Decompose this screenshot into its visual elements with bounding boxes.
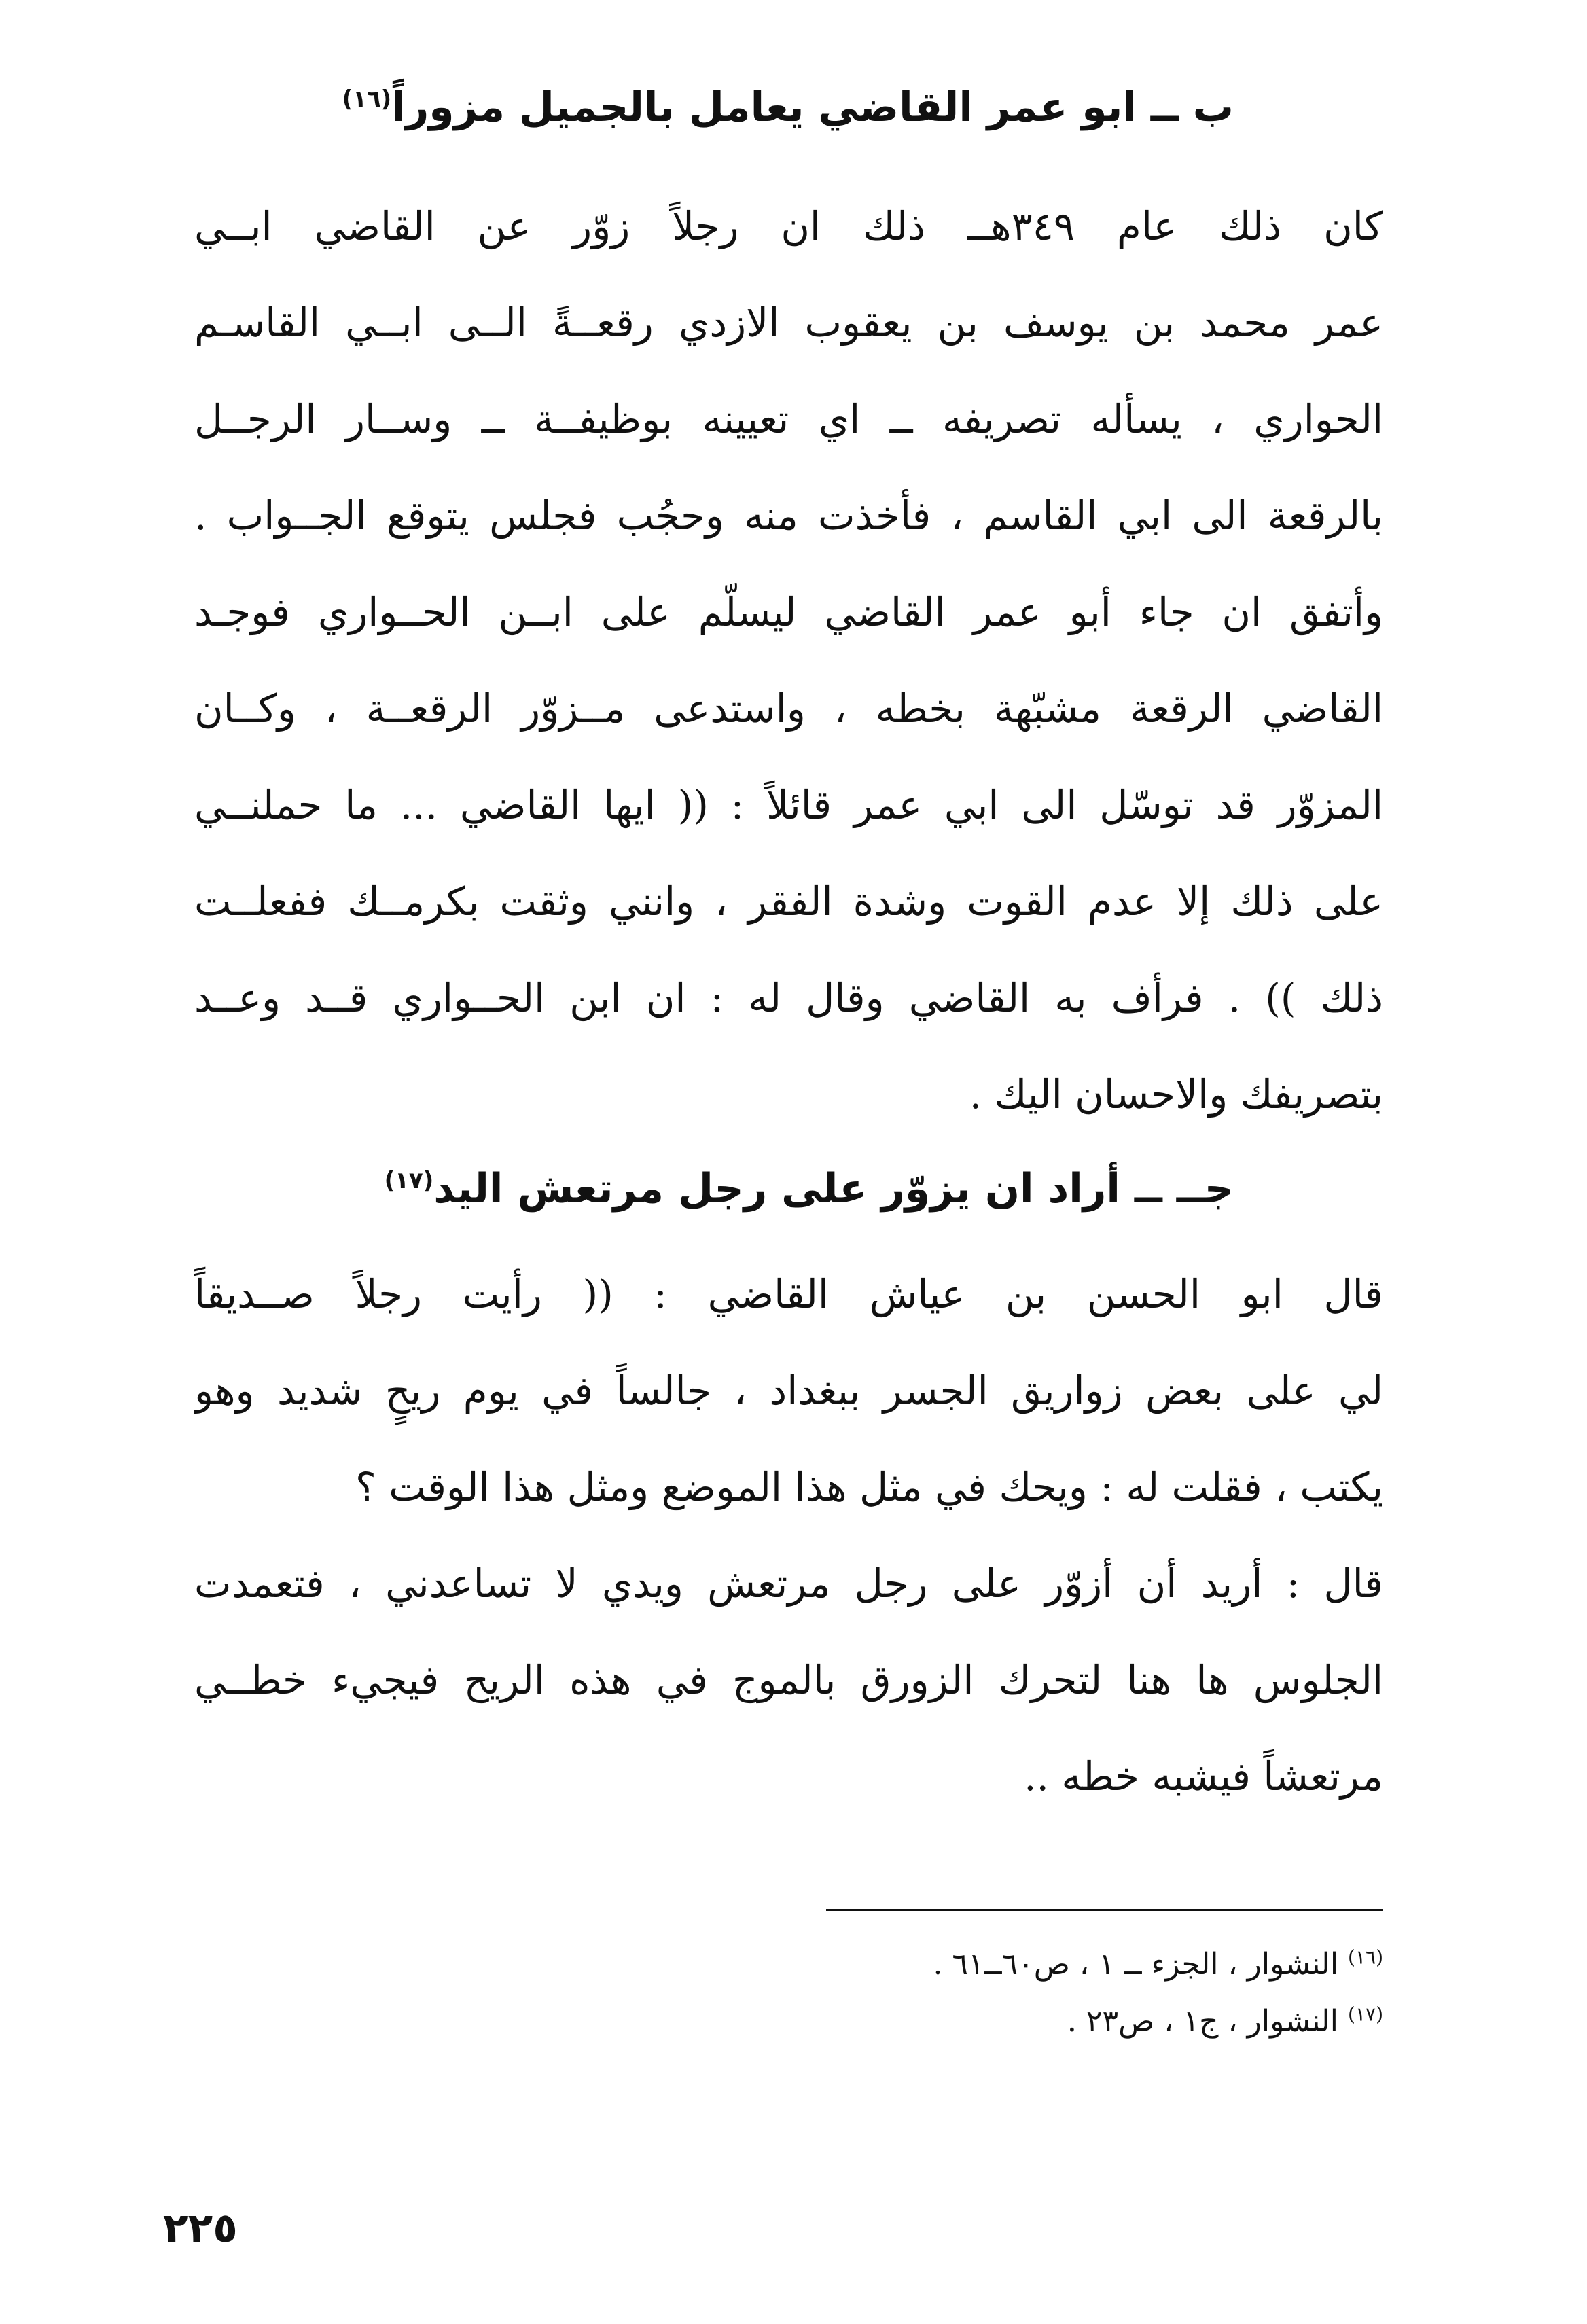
body-line: ذلك )) . فرأف به القاضي وقال له : ان ابن الحــواري قــد وعــد [194,975,1383,1021]
body-line: كان ذلك عام ٣٤٩هــ ذلك ان رجلاً زوّر عن القاضي ابــي [194,203,1383,249]
body-line: قال : أريد أن أزوّر على رجل مرتعش ويدي لا تساعدني ، فتعمدت [194,1560,1383,1607]
body-line: قال ابو الحسن بن عياش القاضي : (( رأيت رجلاً صــديقاً [194,1271,1383,1317]
body-line: عمر محمد بن يوسف بن يعقوب الازدي رقعــةً الــى ابــي القاسـم [194,300,1383,346]
body-line: الجلوس ها هنا لتحرك الزورق بالموج في هذه الريح فيجيء خطــي [194,1657,1383,1703]
footnote-marker: (١٧) [1348,2003,1383,2026]
body-line: يكتب ، فقلت له : ويحك في مثل هذا الموضع ومثل هذا الوقت ؟ [355,1464,1383,1510]
footnote-item [432,1936,1383,1993]
section-b-title: ب ــ ابو عمر القاضي يعامل بالجميل مزوراً [391,84,1234,131]
page-number: ٢٢٥ [163,2204,238,2252]
body-line: الحواري ، يسأله تصريفه ــ اي تعيينه بوظيفــة ــ وســار الرجــل [194,396,1383,442]
body-line: لي على بعض زواريق الجسر ببغداد ، جالساً في يوم ريحٍ شديد وهو [194,1367,1383,1414]
footnote-text: النشوار ، الجزء ــ ١ ، ص٦٠ــ٦١ . [933,1947,1339,1982]
footnotes [432,1936,1383,2050]
footnote-item [432,1993,1383,2050]
section-b-heading [147,80,1234,135]
section-b-body [194,178,1383,1143]
body-line: على ذلك إلا عدم القوت وشدة الفقر ، وانني وثقت بكرمــك ففعلــت [194,878,1383,925]
footnote-marker: (١٦) [1348,1946,1383,1969]
body-line: المزوّر قد توسّل الى ابي عمر قائلاً : (( ايها القاضي ... ما حملنــي [194,782,1383,828]
section-b-footnote-ref: (١٦) [342,86,392,113]
section-c-title: جــ ــ أراد ان يزوّر على رجل مرتعش اليد [433,1165,1234,1213]
body-line: بتصريفك والاحسان اليك . [969,1071,1383,1118]
footnote-divider [826,1909,1383,1911]
body-line: وأتفق ان جاء أبو عمر القاضي ليسلّم على ابــن الحــواري فوجـد [194,589,1383,635]
section-c-heading [147,1162,1234,1216]
section-c-body [194,1246,1383,1825]
section-c-footnote-ref: (١٧) [384,1167,434,1194]
body-line: بالرقعة الى ابي القاسم ، فأخذت منه وحجُب فجلس يتوقع الجــواب . [194,493,1383,539]
body-line: مرتعشاً فيشبه خطه .. [1024,1753,1383,1800]
body-line: القاضي الرقعة مشبّهة بخطه ، واستدعى مــزوّر الرقعــة ، وكــان [194,685,1383,732]
footnote-text: النشوار ، ج١ ، ص٢٣ . [1067,2004,1339,2039]
